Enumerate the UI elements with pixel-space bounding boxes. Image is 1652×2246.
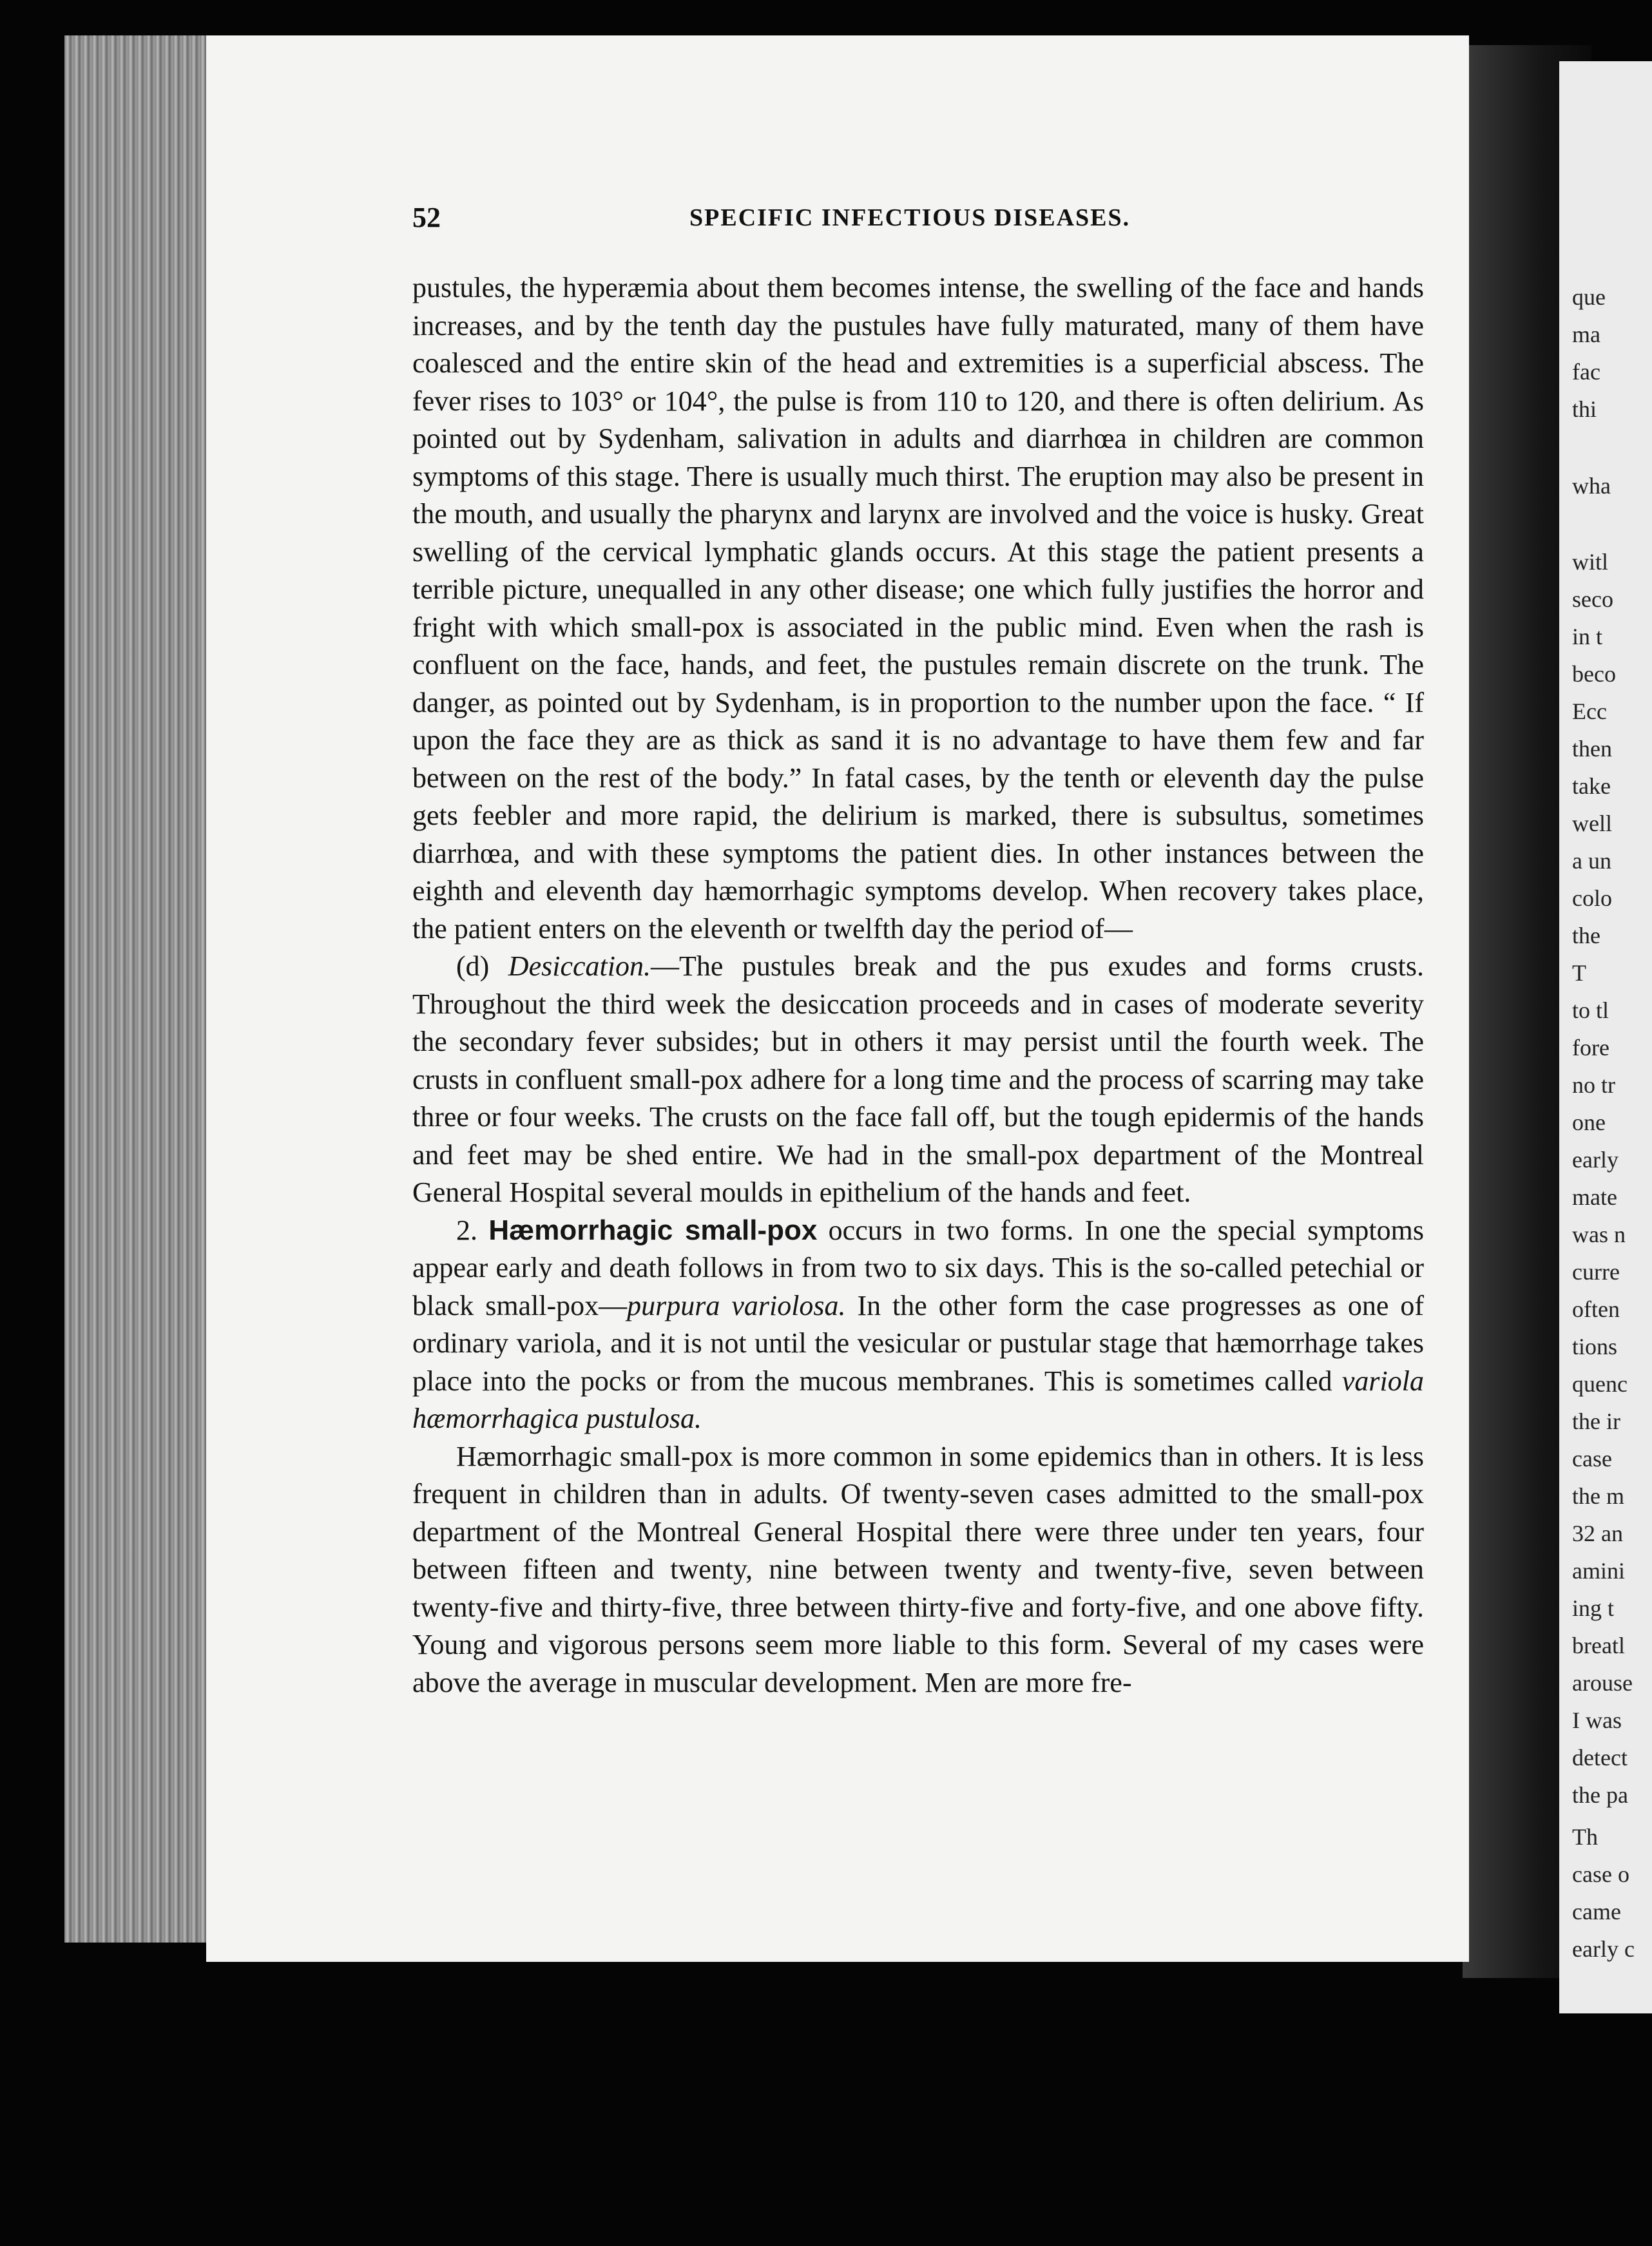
page-number: 52	[412, 202, 441, 233]
book-page-edges	[64, 35, 213, 1943]
body-text	[412, 269, 1424, 1702]
page-header	[412, 201, 1424, 240]
paragraph-haemorrhagic-incidence: Hæmorrhagic small-pox is more common in some epidemics than in others. It is less frequent in children than in adults. Of twenty-seven cases admitted to the small-pox department of the Montreal General Hospital there were three under ten years, four between fifteen and twenty, nine between twenty and twenty-five, seven between twenty-five and thirty-five, three between thirty-five and forty-five, and one above fifty. Young and vigorous persons seem more liable to this form. Several of my cases were above the average in muscular development. Men are more fre-	[412, 1440, 1424, 1698]
facing-page-fragment: beco	[1572, 661, 1616, 687]
paragraph-desiccation	[412, 948, 1424, 1212]
facing-page-fragment: seco	[1572, 586, 1613, 612]
facing-page-fragment: breatl	[1572, 1633, 1625, 1658]
facing-page	[1559, 61, 1652, 2013]
facing-page-fragment: que	[1572, 284, 1606, 310]
facing-page-fragment: a un	[1572, 848, 1611, 874]
facing-page-fragment: tions	[1572, 1334, 1618, 1359]
facing-page-fragment: 32 an	[1572, 1521, 1623, 1546]
facing-page-fragment: quenc	[1572, 1371, 1628, 1397]
section-heading: Desiccation.	[508, 950, 651, 982]
facing-page-fragment: well	[1572, 811, 1612, 836]
section-number: 2.	[456, 1214, 477, 1246]
facing-page-fragment: I was	[1572, 1707, 1622, 1733]
section-label: (d)	[456, 950, 490, 982]
facing-page-fragment: ing t	[1572, 1595, 1615, 1621]
facing-page-fragment: the pa	[1572, 1782, 1628, 1808]
facing-page-fragment: Th	[1572, 1824, 1598, 1850]
paragraph-haemorrhagic-forms	[412, 1212, 1424, 1438]
facing-page-fragment: detect	[1572, 1745, 1628, 1771]
facing-page-fragment: the ir	[1572, 1408, 1620, 1434]
facing-page-fragment: colo	[1572, 885, 1612, 911]
running-head: SPECIFIC INFECTIOUS DISEASES.	[689, 204, 1131, 231]
facing-page-fragment: then	[1572, 736, 1612, 762]
facing-page-fragment: one	[1572, 1109, 1606, 1135]
facing-page-fragment: T	[1572, 960, 1586, 986]
facing-page-fragment: mate	[1572, 1184, 1617, 1210]
facing-page-fragment: fore	[1572, 1035, 1609, 1061]
italic-term: purpura variolosa.	[627, 1289, 846, 1321]
facing-page-fragment: Ecc	[1572, 698, 1607, 724]
facing-page-fragment: ma	[1572, 322, 1600, 347]
section-term: Hæmorrhagic small-pox	[488, 1214, 818, 1246]
facing-page-fragment: thi	[1572, 396, 1597, 422]
facing-page-fragment: early	[1572, 1147, 1618, 1173]
paragraph-text: —The pustules break and the pus exudes and forms crusts. Throughout the third week the desiccation proceeds and in cases of moderate severity the secondary fever subsides; but in others it may persist until the fourth week. The crusts in confluent small-pox adhere for a long time and the process of scarring may take three or four weeks. The crusts on the face fall off, but the tough epidermis of the hands and feet may be shed entire. We had in the small-pox department of the Montreal General Hospital several moulds in epithelium of the hands and feet.	[412, 950, 1425, 1208]
facing-page-fragment: wha	[1572, 473, 1611, 499]
facing-page-fragment: often	[1572, 1296, 1620, 1322]
facing-page-fragment: to tl	[1572, 997, 1609, 1023]
facing-page-fragment: in t	[1572, 624, 1603, 649]
paragraph-text: In the other form the case progresses as one of ordinary variola, and it is not until the vesicular or pustular stage that hæmorrhage takes place into the pocks or from the mucous membranes. This is sometimes called	[412, 1289, 1424, 1397]
facing-page-fragment: came	[1572, 1899, 1621, 1924]
italic-term: variola hæmorrhagica pustulosa.	[412, 1365, 1424, 1434]
facing-page-fragment: witl	[1572, 549, 1609, 575]
facing-page-fragment: curre	[1572, 1259, 1620, 1285]
facing-page-fragment: amini	[1572, 1558, 1625, 1584]
facing-page-fragment: no tr	[1572, 1072, 1615, 1098]
facing-page-fragment: case o	[1572, 1861, 1629, 1887]
facing-page-fragment: the	[1572, 923, 1600, 948]
facing-page-fragment: fac	[1572, 359, 1600, 385]
paragraph-text: occurs in two forms. In one the special symptoms appear early and death follows in from two to six days. This is the so-called petechial or black small-pox—	[412, 1214, 1424, 1321]
facing-page-fragment: take	[1572, 773, 1611, 799]
facing-page-fragment: the m	[1572, 1483, 1624, 1509]
paragraph-pustulation: pustules, the hyperæmia about them becomes intense, the swelling of the face and hands increases, and by the tenth day the pustules have fully maturated, many of them have coalesced and the entire skin of the head and extremities is a superficial abscess. The fever rises to 103° or 104°, the pulse is from 110 to 120, and there is often delirium. As pointed out by Sydenham, salivation in adults and diarrhœa in children are common symptoms of this stage. There is usually much thirst. The eruption may also be present in the mouth, and usually the pharynx and larynx are involved and the voice is husky. Great swelling of the cervical lymphatic glands occurs. At this stage the patient presents a terrible picture, unequalled in any other disease; one which fully justifies the horror and fright with which small-pox is associated in the public mind. Even when the rash is confluent on the face, hands, and feet, the pustules remain discrete on the trunk. The danger, as pointed out by Sydenham, is in proportion to the number upon the face. “ If upon the face they are as thick as sand it is no advantage to have them few and far between on the rest of the body.” In fatal cases, by the tenth or eleventh day the pulse gets feebler and more rapid, the delirium is marked, there is subsultus, sometimes diarrhœa, and with these symptoms the patient dies. In other instances between the eighth and eleventh day hæmorrhagic symptoms develop. When recovery takes place, the patient enters on the eleventh or twelfth day the period of—	[412, 272, 1424, 945]
facing-page-fragment: case	[1572, 1446, 1612, 1472]
facing-page-fragment: was n	[1572, 1222, 1626, 1247]
facing-page-fragment: early c	[1572, 1936, 1635, 1962]
facing-page-fragment: arouse	[1572, 1670, 1633, 1696]
